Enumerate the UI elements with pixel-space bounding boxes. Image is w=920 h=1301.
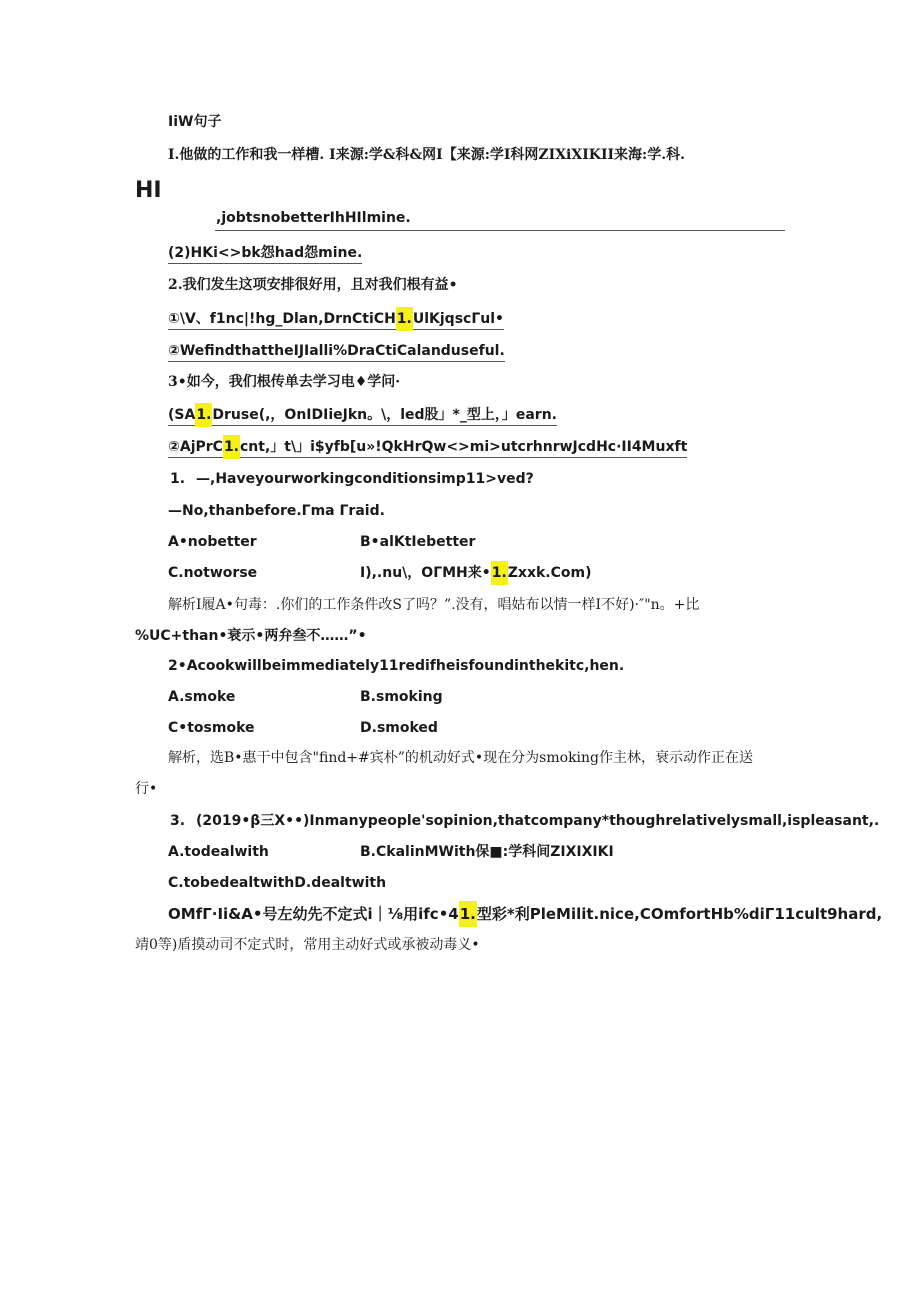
text-segment: cnt,」t\」i$yfb[u»!QkHrQw<>mi>utcrhnrwJcdHc·II4Muxft [240,439,688,455]
sentence-1-answer-1: ,jobtsnobetterIhHIlmine. [216,210,411,226]
text-segment: Druse(,，OnIDIieJkn。\，led股」*_型上，」earn. [212,407,557,423]
question-1-explanation-2: %UC+than•衰示•两弁叁不……”• [135,628,367,644]
highlight-mark: 1. [491,561,508,585]
text-segment: OMfΓ·Ii&A•号左幼先不定式i｜⅛用ifc•4 [168,905,459,923]
highlight-mark: 1. [459,901,477,927]
question-3-explanation-2: 靖0等)盾摸动司不定式时，常用主动好式或承被动毒义• [135,937,480,953]
sentence-2-answer-1 [168,309,504,330]
sentence-1: I.他做的工作和我一样槽. I来源:学&科&网I【来源:学I科网ZIXiXIKII来海:学.科. [168,147,685,163]
question-1-stem-2: —No,thanbefore.Γma Γraid. [168,503,385,519]
sentence-2: 2.我们发生这项安排很好用，且对我们根有益• [168,277,458,293]
question-2-stem: 2•Acookwillbeimmediately11redifheisfoundinthekitc,hen. [168,658,625,674]
question-1-option-a: A•nobetter [168,534,257,550]
question-2-option-c: C•tosmoke [168,720,255,736]
question-2-explanation-1: 解析，选B•惠干中包含"find+#宾朴”的机动好式•现在分为smoking作主林，衰示动作正在送 [168,750,754,766]
question-1-explanation-1: 解析I履A•句毒：.你们的工作条件改S了吗？”.没有，唱姑布以情一样I不好)·″"n。+比 [168,597,700,613]
sentence-1-cont: HI [135,178,162,203]
question-1-option-d [360,563,592,583]
sentence-3: 3•如今，我们根传单去学习电♦学问· [168,374,401,390]
question-3-option-cd: C.tobedealtwithD.dealtwith [168,875,387,891]
question-2-option-a: A.smoke [168,689,236,705]
question-2-option-d: D.smoked [360,720,438,736]
text-segment: Zxxk.Com) [507,565,592,581]
question-3-number: 3. [170,813,186,829]
highlight-mark: 1. [195,403,212,427]
question-3-option-a: A.todealwith [168,844,269,860]
question-3-stem: (2019•β三X••)Inmanypeople'sopinion,thatcompany*thoughrelativelysmall,ispleasant,. [196,813,880,829]
question-3-explanation-1 [168,904,882,924]
sentence-3-answer-1 [168,405,557,426]
highlight-mark: 1. [396,307,413,331]
question-1-stem: —,Haveyourworkingconditionsimp11>ved? [196,471,534,487]
sentence-1-answer-2: (2)HKi<>bk怨had怨mine. [168,243,362,264]
page-title: IiW句子 [168,114,222,130]
sentence-3-answer-2 [168,437,687,458]
question-1-number: 1. [170,471,186,487]
question-1-option-b: B•alKtIebetter [360,534,476,550]
text-segment: I),.nu\，ΟΓΜΗ来• [360,565,491,581]
text-segment: ②AjPrC [168,439,223,455]
question-1-option-c: C.notworse [168,565,258,581]
highlight-mark: 1. [223,435,240,459]
question-2-option-b: B.smoking [360,689,443,705]
text-segment: (SA [168,407,196,423]
text-segment: 型彩*利PleMilit.nice,COmfortHb%diΓ11cult9hard, [476,905,883,923]
question-2-explanation-2: 行• [135,781,158,797]
answer-underline [215,230,785,231]
text-segment: UlKjqscΓul• [412,311,504,327]
text-segment: ①\V、f1nc|!hg_Dlan,DrnCtiCH [168,311,396,327]
question-3-option-b: B.CkalinMWith保■:学科间ZIXIXIKI [360,844,614,860]
sentence-2-answer-2: ②WefindthattheIJIalli%DraCtiCalanduseful. [168,341,505,362]
